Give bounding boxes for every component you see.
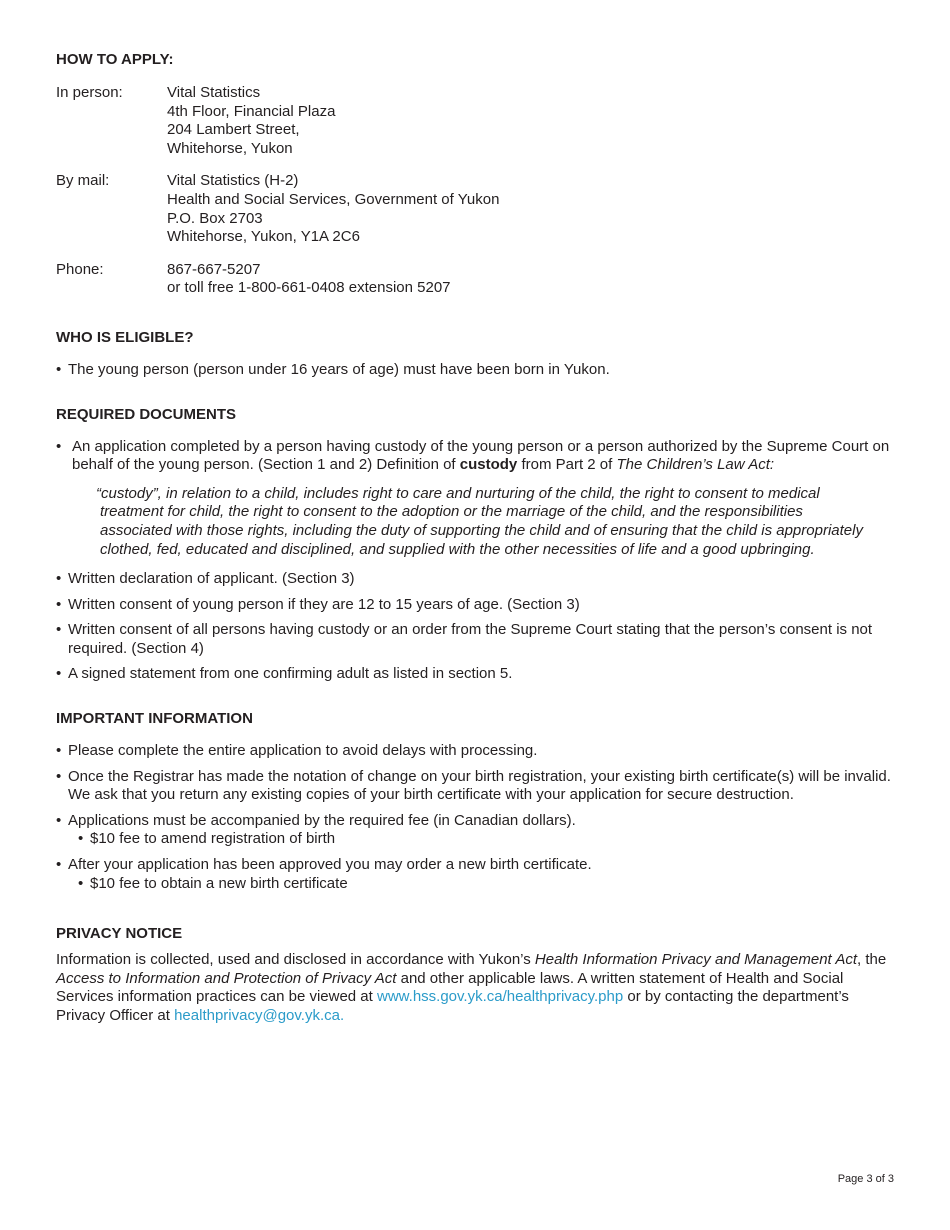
phone-line: or toll free 1-800-661-0408 extension 5207 bbox=[167, 279, 451, 297]
bullet-icon: • bbox=[56, 570, 62, 588]
list-item-text: Written consent of all persons having custody or an order from the Supreme Court stating that the person’s consent is not required. (Section 4) bbox=[68, 621, 873, 657]
in-person-block bbox=[56, 84, 894, 158]
bullet-icon: • bbox=[56, 595, 62, 613]
act-title: The Children’s Law Act: bbox=[616, 456, 775, 474]
sub-list-item bbox=[56, 830, 894, 849]
phone-label: Phone: bbox=[56, 260, 104, 278]
list-item-text: Please complete the entire application to avoid delays with processing. bbox=[68, 742, 538, 760]
by-mail-block bbox=[56, 172, 894, 246]
list-item-text: After your application has been approved you may order a new birth certificate. bbox=[68, 856, 592, 874]
list-item bbox=[56, 812, 894, 831]
list-item-text: The young person (person under 16 years of age) must have been born in Yukon. bbox=[68, 360, 610, 378]
by-mail-label: By mail: bbox=[56, 172, 110, 190]
privacy-text: , the bbox=[857, 951, 887, 969]
list-item bbox=[56, 361, 894, 380]
health-privacy-link[interactable]: www.hss.gov.yk.ca/healthprivacy.php bbox=[376, 988, 624, 1006]
bullet-icon: • bbox=[56, 767, 62, 785]
act-title: Health Information Privacy and Management Act bbox=[534, 951, 858, 969]
list-item-text: $10 fee to obtain a new birth certificate bbox=[90, 874, 348, 892]
bullet-icon: • bbox=[56, 360, 62, 378]
list-item bbox=[56, 768, 894, 805]
bullet-icon: • bbox=[56, 437, 62, 455]
in-person-label: In person: bbox=[56, 84, 123, 101]
list-item-text: Applications must be accompanied by the required fee (in Canadian dollars). bbox=[68, 811, 576, 829]
list-item bbox=[56, 856, 894, 875]
privacy-heading: PRIVACY NOTICE bbox=[56, 925, 183, 943]
act-title: Access to Information and Protection of Privacy Act bbox=[56, 969, 397, 987]
list-item-text: Written consent of young person if they are 12 to 15 years of age. (Section 3) bbox=[68, 595, 580, 613]
bullet-icon: • bbox=[56, 742, 62, 760]
list-item bbox=[56, 621, 894, 658]
privacy-text: and other applicable laws. A written statement of Health and Social Services information practices can be viewed at bbox=[56, 969, 844, 1006]
page-number: Page 3 of 3 bbox=[837, 1173, 894, 1185]
how-to-apply-heading: HOW TO APPLY: bbox=[56, 51, 174, 68]
list-item-text: Once the Registrar has made the notation of change on your birth registration, your existing birth certificate(s) will be invalid. We ask that you return any existing copies of your birth certificate with your application for secure destruction. bbox=[68, 767, 891, 804]
privacy-paragraph bbox=[56, 951, 894, 1025]
privacy-text: Information is collected, used and disclosed in accordance with Yukon’s bbox=[56, 951, 535, 969]
address-line: P.O. Box 2703 bbox=[167, 209, 263, 227]
address-line: Vital Statistics (H-2) bbox=[167, 172, 299, 190]
address-line: Whitehorse, Yukon, Y1A 2C6 bbox=[167, 228, 360, 246]
list-item bbox=[56, 596, 894, 615]
address-line: Health and Social Services, Government of Yukon bbox=[167, 190, 500, 208]
mail-address bbox=[167, 172, 499, 246]
list-item bbox=[56, 438, 894, 475]
list-item bbox=[56, 665, 894, 684]
list-item bbox=[56, 570, 894, 589]
privacy-email-link[interactable]: healthprivacy@gov.yk.ca. bbox=[174, 1007, 345, 1024]
phone-line: 867-667-5207 bbox=[167, 260, 261, 278]
bullet-icon: • bbox=[56, 621, 62, 639]
list-item bbox=[56, 742, 894, 761]
phone-block bbox=[56, 261, 894, 298]
sub-list-item bbox=[56, 875, 894, 894]
bullet-icon: • bbox=[78, 874, 84, 892]
important-heading: IMPORTANT INFORMATION bbox=[56, 710, 253, 728]
address-line: 4th Floor, Financial Plaza bbox=[167, 102, 336, 120]
eligible-heading: WHO IS ELIGIBLE? bbox=[56, 328, 194, 346]
required-heading: REQUIRED DOCUMENTS bbox=[56, 405, 237, 423]
privacy-text: or by contacting the department’s Privacy Officer at bbox=[56, 988, 849, 1024]
bullet-icon: • bbox=[78, 830, 84, 848]
list-item-text: A signed statement from one confirming adult as listed in section 5. bbox=[68, 665, 513, 683]
in-person-address bbox=[167, 84, 335, 158]
custody-term: custody bbox=[459, 456, 518, 474]
phone-numbers bbox=[167, 261, 451, 298]
bullet-icon: • bbox=[56, 811, 62, 829]
bullet-icon: • bbox=[56, 856, 62, 874]
list-item-text: Written declaration of applicant. (Section 3) bbox=[68, 570, 355, 588]
address-line: Whitehorse, Yukon bbox=[167, 139, 293, 157]
address-line: Vital Statistics bbox=[167, 84, 261, 101]
address-line: 204 Lambert Street, bbox=[167, 121, 300, 139]
list-item-text: $10 fee to amend registration of birth bbox=[90, 830, 336, 848]
list-item-text: from Part 2 of bbox=[517, 456, 617, 474]
custody-definition-quote: “custody”, in relation to a child, includes right to care and nurturing of the child, the right to consent to medical treatment for child, the right to consent to the adoption or the marriage of the child, and the responsibilities associated with those rights, including the duty of supporting the child and of ensuring that the child is appropriately clothed, fed, educated and disciplined, and supplied with the other necessities of life and a good upbringing. bbox=[96, 484, 863, 558]
bullet-icon: • bbox=[56, 665, 62, 683]
list-item-text: An application completed by a person having custody of the young person or a person authorized by the Supreme Court on behalf of the young person. (Section 1 and 2) Definition of bbox=[72, 437, 890, 474]
